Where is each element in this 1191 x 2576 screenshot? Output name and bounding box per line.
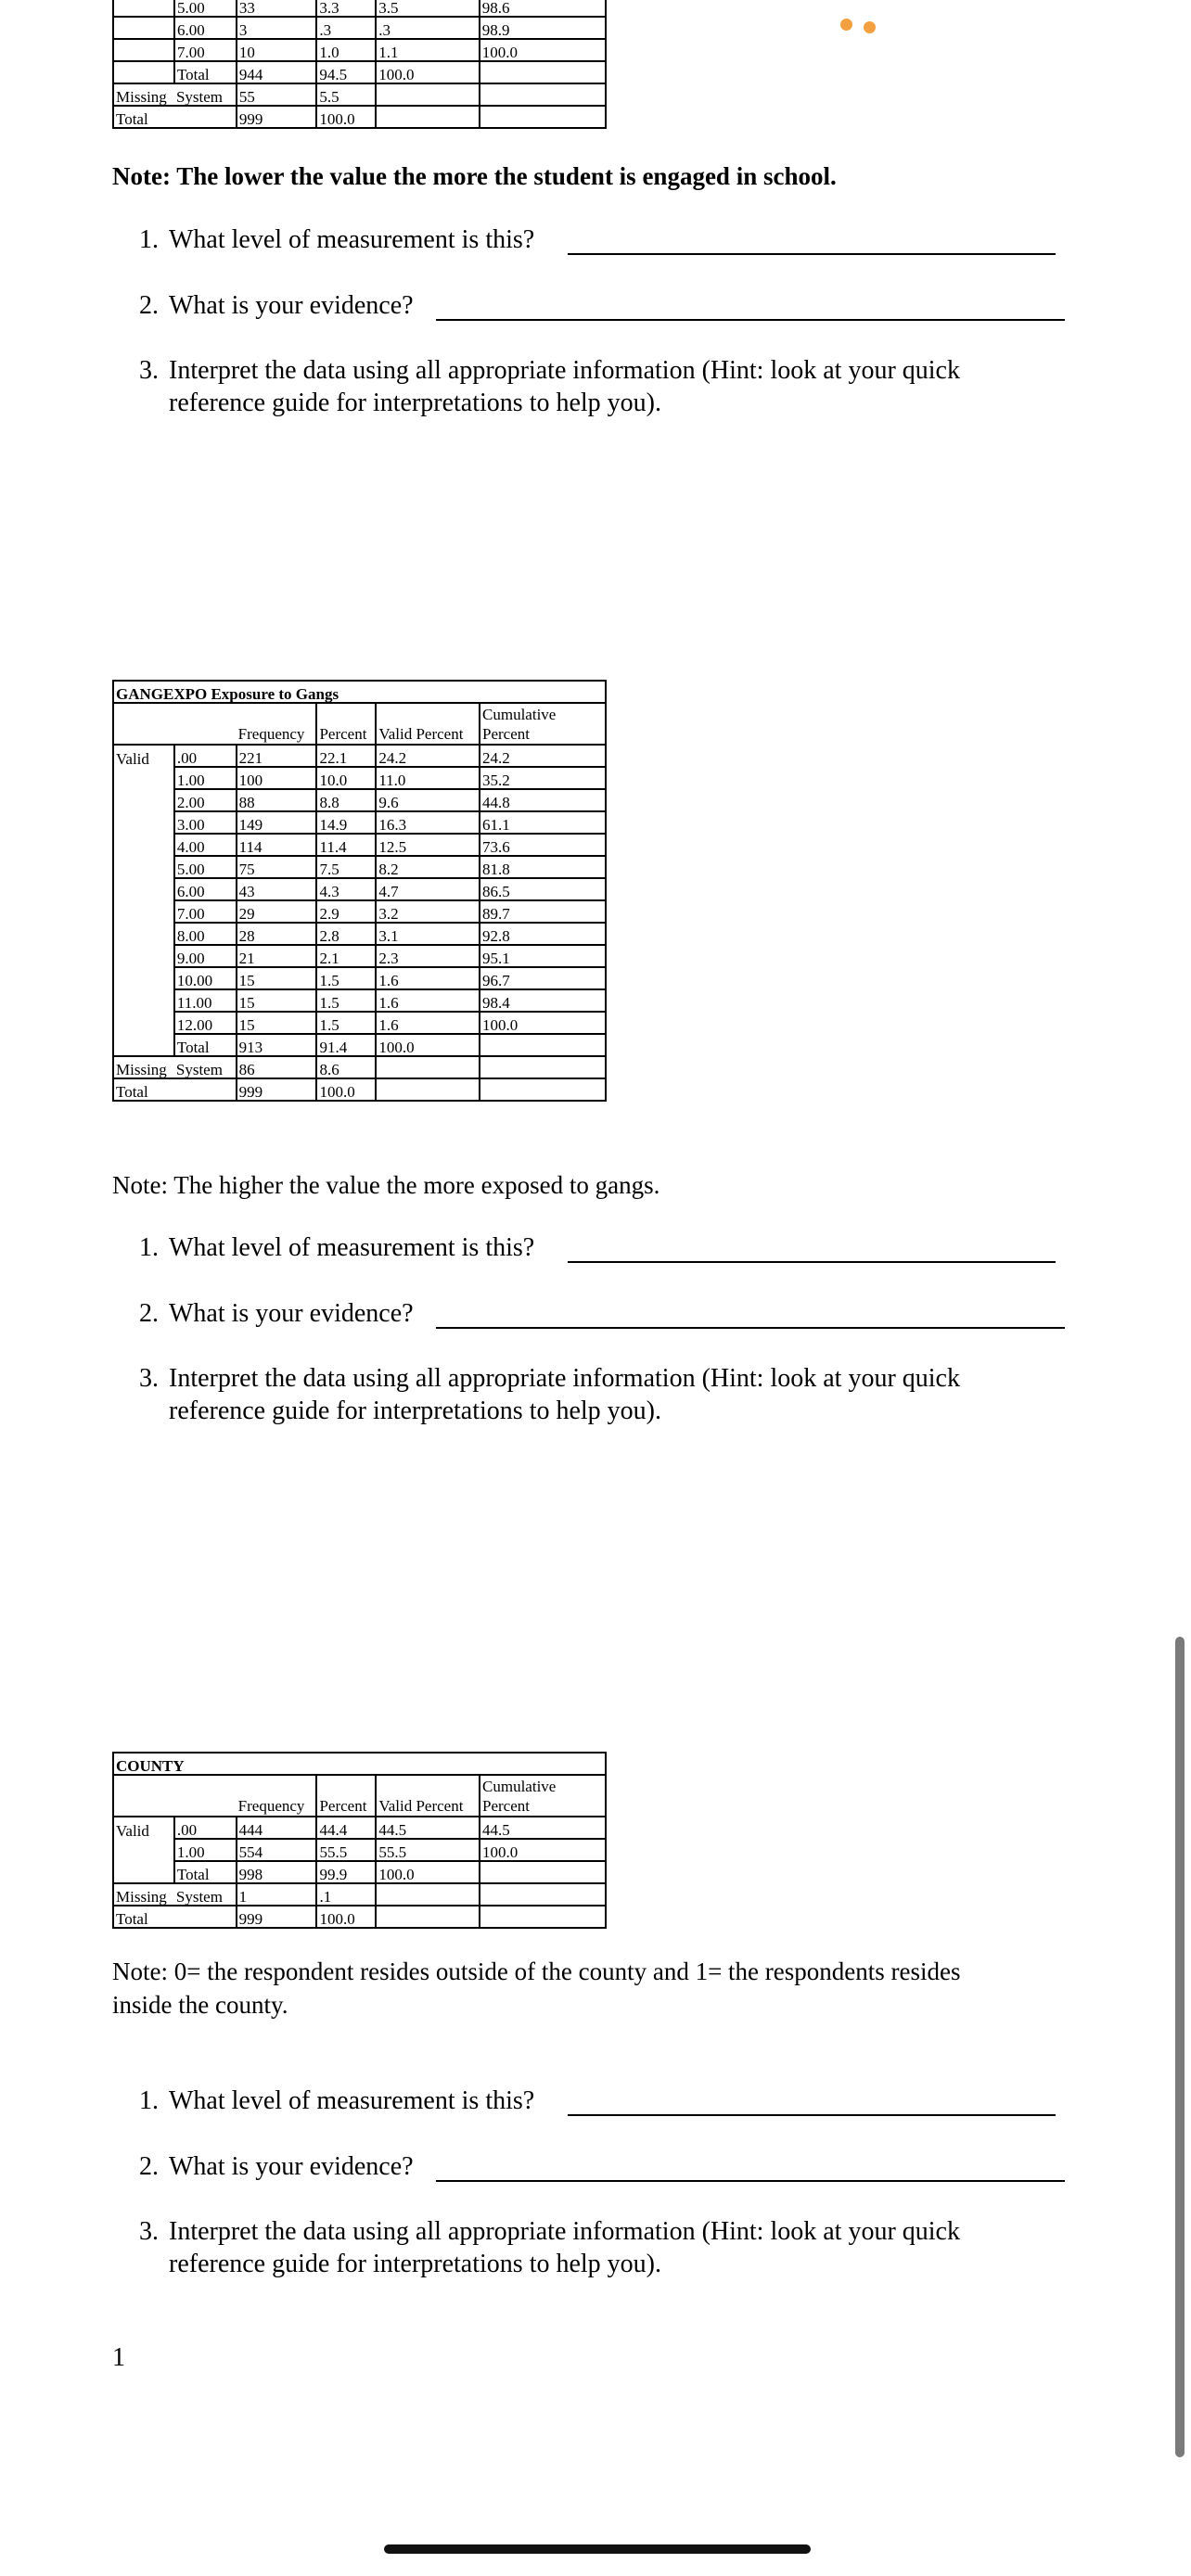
cumulative-percent-cell: 98.6 bbox=[480, 0, 606, 17]
value-cell: 11.00 bbox=[174, 989, 237, 1012]
frequency-cell: 88 bbox=[237, 789, 317, 811]
valid-percent-cell: 3.2 bbox=[376, 900, 480, 923]
table-row bbox=[113, 745, 606, 767]
question-2: 2. What is your evidence? bbox=[139, 1299, 414, 1328]
percent-cell: 1.5 bbox=[316, 967, 376, 989]
cumulative-percent-cell: 98.9 bbox=[480, 17, 606, 39]
table-row bbox=[113, 878, 606, 900]
missing-row bbox=[113, 1056, 606, 1078]
valid-percent-cell: 24.2 bbox=[376, 745, 480, 767]
table1-note: Note: The lower the value the more the student is engaged in school. bbox=[112, 162, 837, 190]
percent-cell: 2.1 bbox=[316, 945, 376, 967]
answer-line-2[interactable] bbox=[436, 2180, 1065, 2182]
frequency-cell: 10 bbox=[237, 39, 317, 61]
valid-percent-cell: 44.5 bbox=[376, 1817, 480, 1839]
frequency-cell: 999 bbox=[237, 106, 317, 128]
percent-cell: 55.5 bbox=[316, 1839, 376, 1861]
answer-line-1[interactable] bbox=[568, 253, 1056, 255]
value-cell: 5.00 bbox=[174, 856, 237, 878]
cumulative-percent-cell: 95.1 bbox=[480, 945, 606, 967]
valid-total-row bbox=[113, 1034, 606, 1056]
table-row bbox=[113, 767, 606, 789]
question-3-continued: reference guide for interpretations to help you). bbox=[169, 2250, 662, 2278]
percent-cell: 94.5 bbox=[316, 61, 376, 83]
frequency-cell: 913 bbox=[237, 1034, 317, 1056]
value-cell: 7.00 bbox=[174, 39, 237, 61]
table-row bbox=[113, 1012, 606, 1034]
question-1: 1. What level of measurement is this? bbox=[139, 225, 535, 254]
percent-cell: 22.1 bbox=[316, 745, 376, 767]
total-label: Total bbox=[174, 1861, 237, 1883]
percent-cell: .3 bbox=[316, 17, 376, 39]
percent-cell: 14.9 bbox=[316, 811, 376, 834]
percent-cell: 4.3 bbox=[316, 878, 376, 900]
valid-percent-cell: 12.5 bbox=[376, 834, 480, 856]
table-row bbox=[113, 789, 606, 811]
frequency-cell: 86 bbox=[237, 1056, 317, 1078]
percent-cell: .1 bbox=[316, 1883, 376, 1906]
answer-line-1[interactable] bbox=[568, 1261, 1056, 1263]
table-title: GANGEXPO Exposure to Gangs bbox=[113, 681, 606, 703]
table-row bbox=[113, 834, 606, 856]
cumulative-percent-cell: 81.8 bbox=[480, 856, 606, 878]
percent-header: Percent bbox=[316, 1775, 376, 1817]
missing-row bbox=[113, 83, 606, 106]
table-row bbox=[113, 39, 606, 61]
frequency-cell: 149 bbox=[237, 811, 317, 834]
question-3: 3. Interpret the data using all appropriate information (Hint: look at your quick bbox=[139, 1364, 960, 1393]
table2-note: Note: The higher the value the more exposed to gangs. bbox=[112, 1171, 660, 1199]
value-cell: 1.00 bbox=[174, 767, 237, 789]
valid-percent-cell: 1.1 bbox=[376, 39, 479, 61]
valid-percent-cell: 100.0 bbox=[376, 61, 479, 83]
missing-label: Missing bbox=[113, 83, 174, 106]
valid-percent-cell: 9.6 bbox=[376, 789, 480, 811]
valid-percent-cell: 1.6 bbox=[376, 967, 480, 989]
decorative-dot-2 bbox=[864, 21, 876, 33]
county-frequency-table bbox=[112, 1752, 607, 1929]
value-cell: 8.00 bbox=[174, 923, 237, 945]
table-row bbox=[113, 900, 606, 923]
frequency-header: Frequency bbox=[237, 1775, 317, 1817]
frequency-cell: 999 bbox=[237, 1078, 317, 1101]
percent-cell: 100.0 bbox=[316, 106, 376, 128]
question-3: 3. Interpret the data using all appropriate information (Hint: look at your quick bbox=[139, 2217, 960, 2246]
frequency-cell: 999 bbox=[237, 1906, 317, 1928]
home-indicator[interactable] bbox=[384, 2544, 811, 2554]
value-cell: 4.00 bbox=[174, 834, 237, 856]
table-row bbox=[113, 856, 606, 878]
missing-row bbox=[113, 1883, 606, 1906]
value-cell: 10.00 bbox=[174, 967, 237, 989]
header-row bbox=[113, 703, 606, 745]
table-row bbox=[113, 945, 606, 967]
percent-cell: 2.8 bbox=[316, 923, 376, 945]
system-label: System bbox=[174, 83, 237, 106]
cumulative-percent-cell: 100.0 bbox=[480, 1839, 606, 1861]
missing-label: Missing bbox=[113, 1883, 174, 1906]
frequency-cell: 55 bbox=[237, 83, 317, 106]
percent-cell: 11.4 bbox=[316, 834, 376, 856]
frequency-cell: 114 bbox=[237, 834, 317, 856]
answer-line-1[interactable] bbox=[568, 2114, 1056, 2116]
total-label: Total bbox=[113, 1906, 174, 1928]
percent-cell: 10.0 bbox=[316, 767, 376, 789]
question-1: 1. What level of measurement is this? bbox=[139, 2086, 535, 2115]
percent-cell: 91.4 bbox=[316, 1034, 376, 1056]
percent-cell: 1.5 bbox=[316, 1012, 376, 1034]
total-label: Total bbox=[174, 61, 237, 83]
cumulative-percent-cell: 44.5 bbox=[480, 1817, 606, 1839]
cumulative-percent-cell: 92.8 bbox=[480, 923, 606, 945]
table-row bbox=[113, 1839, 606, 1861]
answer-line-2[interactable] bbox=[436, 1327, 1065, 1329]
frequency-cell: 28 bbox=[237, 923, 317, 945]
percent-cell: 100.0 bbox=[316, 1078, 376, 1101]
percent-cell: 2.9 bbox=[316, 900, 376, 923]
value-cell: 6.00 bbox=[174, 878, 237, 900]
valid-percent-cell: 16.3 bbox=[376, 811, 480, 834]
frequency-cell: 998 bbox=[237, 1861, 317, 1883]
percent-cell: 1.5 bbox=[316, 989, 376, 1012]
question-2: 2. What is your evidence? bbox=[139, 2152, 414, 2181]
valid-percent-cell: 3.5 bbox=[376, 0, 479, 17]
table-row bbox=[113, 1817, 606, 1839]
frequency-cell: 15 bbox=[237, 967, 317, 989]
total-label: Total bbox=[174, 1034, 237, 1056]
cumulative-percent-cell: 98.4 bbox=[480, 989, 606, 1012]
valid-total-row bbox=[113, 1861, 606, 1883]
frequency-cell: 3 bbox=[237, 17, 317, 39]
value-cell: 9.00 bbox=[174, 945, 237, 967]
valid-label: Valid bbox=[113, 745, 174, 767]
cumulative-percent-cell: 24.2 bbox=[480, 745, 606, 767]
percent-cell: 8.6 bbox=[316, 1056, 376, 1078]
table-title: COUNTY bbox=[113, 1753, 606, 1775]
table-row bbox=[113, 989, 606, 1012]
cumulative-percent-header: Cumulative Percent bbox=[480, 1775, 606, 1817]
valid-percent-cell: 100.0 bbox=[376, 1034, 480, 1056]
valid-percent-cell: 3.1 bbox=[376, 923, 480, 945]
valid-percent-cell: 11.0 bbox=[376, 767, 480, 789]
valid-percent-cell: 8.2 bbox=[376, 856, 480, 878]
engagement-frequency-table bbox=[112, 0, 607, 129]
cumulative-percent-cell: 61.1 bbox=[480, 811, 606, 834]
vertical-scrollbar[interactable] bbox=[1175, 1637, 1185, 2457]
table-row bbox=[113, 967, 606, 989]
percent-cell: 1.0 bbox=[316, 39, 376, 61]
missing-label: Missing bbox=[113, 1056, 174, 1078]
valid-percent-cell: 55.5 bbox=[376, 1839, 480, 1861]
question-3-continued: reference guide for interpretations to help you). bbox=[169, 389, 662, 417]
frequency-cell: 33 bbox=[237, 0, 317, 17]
value-cell: 1.00 bbox=[174, 1839, 237, 1861]
total-row bbox=[113, 106, 606, 128]
value-cell: 12.00 bbox=[174, 1012, 237, 1034]
valid-percent-header: Valid Percent bbox=[376, 1775, 480, 1817]
system-label: System bbox=[174, 1056, 237, 1078]
cumulative-percent-cell: 100.0 bbox=[480, 1012, 606, 1034]
value-cell: 3.00 bbox=[174, 811, 237, 834]
total-row bbox=[113, 1906, 606, 1928]
percent-cell: 100.0 bbox=[316, 1906, 376, 1928]
gangexpo-frequency-table bbox=[112, 680, 607, 1102]
value-cell: .00 bbox=[174, 1817, 237, 1839]
percent-cell: 5.5 bbox=[316, 83, 376, 106]
percent-cell: 44.4 bbox=[316, 1817, 376, 1839]
total-label: Total bbox=[113, 1078, 174, 1101]
valid-percent-cell: 2.3 bbox=[376, 945, 480, 967]
table3-note: Note: 0= the respondent resides outside of the county and 1= the respondents resides inside the county. bbox=[112, 1958, 961, 2019]
cumulative-percent-cell: 73.6 bbox=[480, 834, 606, 856]
cumulative-percent-cell: 100.0 bbox=[480, 39, 606, 61]
percent-header: Percent bbox=[316, 703, 376, 745]
table-row bbox=[113, 923, 606, 945]
question-2: 2. What is your evidence? bbox=[139, 291, 414, 320]
valid-percent-cell: 1.6 bbox=[376, 1012, 480, 1034]
total-row bbox=[113, 1078, 606, 1101]
total-label: Total bbox=[113, 106, 174, 128]
table-row bbox=[113, 811, 606, 834]
cumulative-percent-header: Cumulative Percent bbox=[480, 703, 606, 745]
value-cell: 5.00 bbox=[174, 0, 237, 17]
frequency-cell: 75 bbox=[237, 856, 317, 878]
value-cell: .00 bbox=[174, 745, 237, 767]
frequency-cell: 43 bbox=[237, 878, 317, 900]
frequency-cell: 221 bbox=[237, 745, 317, 767]
frequency-cell: 15 bbox=[237, 989, 317, 1012]
frequency-cell: 21 bbox=[237, 945, 317, 967]
value-cell: 6.00 bbox=[174, 17, 237, 39]
frequency-cell: 1 bbox=[237, 1883, 317, 1906]
table-row bbox=[113, 17, 606, 39]
valid-percent-cell: .3 bbox=[376, 17, 479, 39]
cumulative-percent-cell: 86.5 bbox=[480, 878, 606, 900]
frequency-cell: 444 bbox=[237, 1817, 317, 1839]
frequency-cell: 100 bbox=[237, 767, 317, 789]
question-3-continued: reference guide for interpretations to help you). bbox=[169, 1396, 662, 1425]
valid-label: Valid bbox=[113, 1817, 174, 1839]
frequency-cell: 944 bbox=[237, 61, 317, 83]
table-row bbox=[113, 0, 606, 17]
decorative-dot-1 bbox=[840, 19, 852, 31]
percent-cell: 3.3 bbox=[316, 0, 376, 17]
valid-percent-header: Valid Percent bbox=[376, 703, 480, 745]
cumulative-percent-cell: 89.7 bbox=[480, 900, 606, 923]
value-cell: 2.00 bbox=[174, 789, 237, 811]
percent-cell: 99.9 bbox=[316, 1861, 376, 1883]
system-label: System bbox=[174, 1883, 237, 1906]
cumulative-percent-cell: 35.2 bbox=[480, 767, 606, 789]
valid-percent-cell: 4.7 bbox=[376, 878, 480, 900]
cumulative-percent-cell: 96.7 bbox=[480, 967, 606, 989]
frequency-cell: 15 bbox=[237, 1012, 317, 1034]
answer-line-2[interactable] bbox=[436, 319, 1065, 321]
value-cell: 7.00 bbox=[174, 900, 237, 923]
frequency-cell: 29 bbox=[237, 900, 317, 923]
question-1: 1. What level of measurement is this? bbox=[139, 1233, 535, 1262]
valid-total-row bbox=[113, 61, 606, 83]
question-3: 3. Interpret the data using all appropriate information (Hint: look at your quick bbox=[139, 356, 960, 385]
page-number: 1 bbox=[112, 2343, 125, 2372]
valid-percent-cell: 1.6 bbox=[376, 989, 480, 1012]
header-row bbox=[113, 1775, 606, 1817]
cumulative-percent-cell: 44.8 bbox=[480, 789, 606, 811]
frequency-header: Frequency bbox=[237, 703, 317, 745]
frequency-cell: 554 bbox=[237, 1839, 317, 1861]
percent-cell: 7.5 bbox=[316, 856, 376, 878]
percent-cell: 8.8 bbox=[316, 789, 376, 811]
valid-percent-cell: 100.0 bbox=[376, 1861, 480, 1883]
